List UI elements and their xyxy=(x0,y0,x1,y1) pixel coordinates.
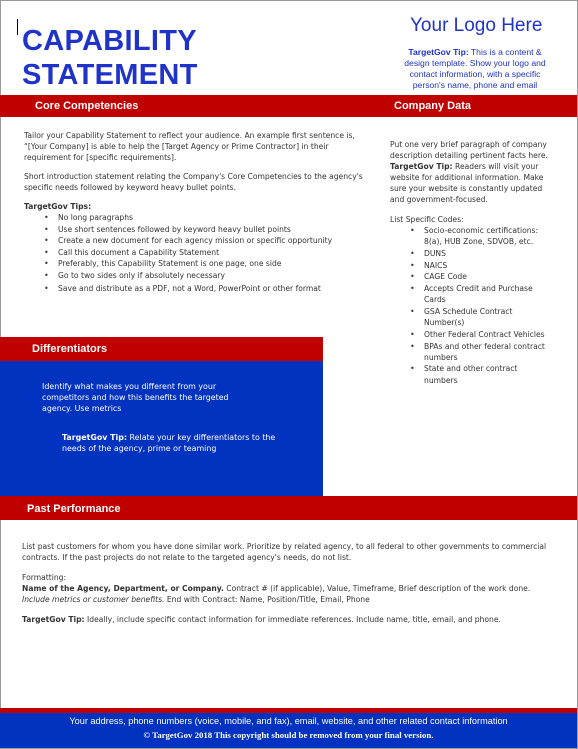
title-line-2: STATEMENT xyxy=(22,59,198,91)
formatting-label: Formatting: xyxy=(22,573,67,582)
list-item: • Save and distribute as a PDF, not a Word, PowerPoint or other format xyxy=(58,283,369,295)
past-tip-label: TargetGov Tip: xyxy=(22,615,85,624)
core-competencies-bar xyxy=(0,95,577,117)
differentiators-bar xyxy=(0,337,323,361)
past-formatting xyxy=(22,572,552,605)
text-cursor xyxy=(17,19,18,35)
core-paragraph-1: Tailor your Capability Statement to reflect your audience. An example first sentence is, “[Your Company] is able to help the [Target Agency or Prime Contractor] in their requirement for [specific requirements]. xyxy=(24,131,355,162)
core-competencies-content xyxy=(24,130,369,295)
title-line-1: CAPABILITY xyxy=(22,25,197,57)
company-tip-text: Readers will visit your website for additional information. Make sure your website is constantly updated and government-focused. xyxy=(390,162,544,204)
list-item: • GSA Schedule Contract Number(s) xyxy=(424,306,550,328)
formatting-end: End with Contract: Name, Position/Title, Email, Phone xyxy=(164,595,370,604)
company-tip-label: TargetGov Tip: xyxy=(390,162,453,171)
codes-heading: List Specific Codes: xyxy=(390,215,464,224)
footer-copyright: © TargetGov 2018 This copyright should be removed from your final version. xyxy=(143,730,434,740)
logo-placeholder: Your Logo Here xyxy=(410,15,543,36)
list-item: • Socio-economic certifications: 8(a), HUB Zone, SDVOB, etc. xyxy=(424,225,550,247)
list-item: • CAGE Code xyxy=(424,271,550,282)
page-title xyxy=(22,24,198,92)
list-item: • Preferably, this Capability Statement is one page, one side xyxy=(58,258,369,270)
list-item: • Other Federal Contract Vehicles xyxy=(424,329,550,340)
past-performance-heading: Past Performance xyxy=(27,503,121,515)
header-tip-label: TargetGov Tip: xyxy=(408,47,469,57)
past-performance-bar xyxy=(0,496,577,520)
header-tip xyxy=(396,47,554,91)
past-performance-content xyxy=(22,541,552,634)
list-item: • BPAs and other federal contract numbers xyxy=(424,341,550,363)
core-paragraph-2: Short introduction statement relating the Company's Core Competencies to the agency's specific needs followed by keyword heavy bullet points. xyxy=(24,172,363,192)
formatting-italic: Include metrics or customer benefits. xyxy=(22,595,165,604)
header-tip-text: This is a content & design template. Show your logo and contact information, with a specific person's name, phone and email xyxy=(404,47,546,90)
list-item: • State and other contract numbers xyxy=(424,363,550,385)
list-item: • NAICS xyxy=(424,260,550,271)
list-item: • No long paragraphs xyxy=(58,212,369,224)
company-paragraph: Put one very brief paragraph of company description detailing pertinent facts here. xyxy=(390,140,548,160)
footer-contact: Your address, phone numbers (voice, mobile, and fax), email, website, and other related contact information xyxy=(69,716,508,726)
past-tip-text: Ideally, include specific contact information for immediate references. Include name, title, email, and phone. xyxy=(84,615,501,624)
list-item: • Accepts Credit and Purchase Cards xyxy=(424,283,550,305)
codes-list xyxy=(390,225,550,386)
company-data-heading: Company Data xyxy=(394,100,472,112)
differentiators-heading: Differentiators xyxy=(32,343,108,355)
diff-tip-text: Relate your key differentiators to the needs of the agency, prime or teaming xyxy=(62,433,276,454)
past-paragraph: List past customers for whom you have done similar work. Prioritize by related agency, to all federal to other governments to commercial contracts. If the past projects do not relate to the targeted agency's needs, do not list. xyxy=(22,542,547,562)
diff-tip-label: TargetGov Tip: xyxy=(62,433,128,442)
formatting-text: Contract # (if applicable), Value, Timeframe, Brief description of the work done. xyxy=(223,584,531,593)
core-tips-list xyxy=(24,212,369,295)
core-competencies-heading: Core Competencies xyxy=(35,100,139,112)
list-item: • Go to two sides only if absolutely necessary xyxy=(58,270,369,282)
core-tips-heading: TargetGov Tips: xyxy=(24,202,92,211)
differentiators-tip xyxy=(62,432,277,454)
list-item: • DUNS xyxy=(424,248,550,259)
list-item: • Call this document a Capability Statement xyxy=(58,247,369,259)
company-tip xyxy=(390,161,550,205)
list-item: • Use short sentences followed by keyword heavy bullet points xyxy=(58,224,369,236)
past-tip xyxy=(22,614,552,625)
list-item: • Create a new document for each agency mission or specific opportunity xyxy=(58,235,369,247)
footer-bar xyxy=(0,708,577,748)
formatting-bold: Name of the Agency, Department, or Company. xyxy=(22,584,224,593)
company-data-content xyxy=(390,139,550,386)
differentiators-text: Identify what makes you different from your competitors and how this benefits the targeted agency. Use metrics xyxy=(42,382,229,414)
